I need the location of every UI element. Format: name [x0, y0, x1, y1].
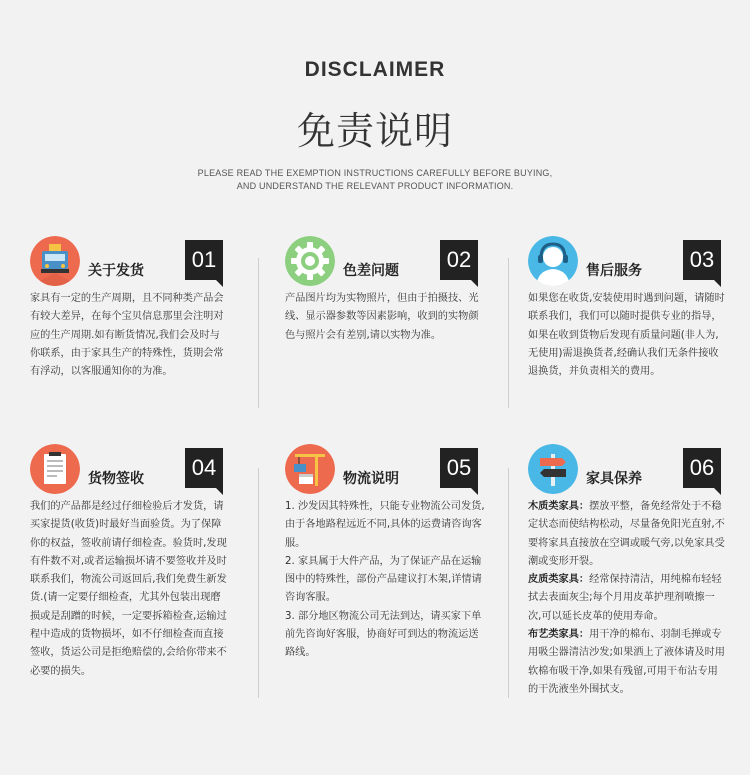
divider	[508, 468, 509, 698]
list-item	[528, 626, 728, 699]
gear-icon	[285, 236, 335, 286]
subtitle-line-1: PLEASE READ THE EXEMPTION INSTRUCTIONS CAREFULLY BEFORE BUYING,	[197, 168, 553, 178]
list-item: 1. 沙发因其特殊性，只能专业物流公司发货,由于各地路程远近不同,具体的运费请咨询客服。	[285, 501, 485, 549]
divider	[258, 258, 259, 408]
card-title: 售后服务	[586, 263, 642, 279]
list-item: 3. 部分地区物流公司无法到达，请买家下单前先咨询好客服，协商好可到达的物流运送路线。	[285, 610, 482, 659]
clipboard-icon	[30, 444, 80, 494]
item-label: 木质类家具：	[528, 501, 590, 512]
item-label: 皮质类家具：	[528, 574, 590, 586]
page-title-en: DISCLAIMER	[304, 58, 446, 81]
list-item: 2. 家具属于大件产品，为了保证产品在运输图中的特殊性，部份产品建议打木架,详情请咨询客服。	[285, 555, 482, 604]
item-label: 布艺类家具：	[528, 629, 590, 641]
card-title: 物流说明	[343, 471, 399, 487]
card-text: 家具有一定的生产周期，且不同种类产品会有较大差异，在每个宝贝信息那里会注明对应的生产周期.如有断货情况,我们会及时与你联系，由于家具生产的特殊性，货期会常有浮动，以客服通知你的为准。	[30, 293, 224, 378]
card-title: 关于发货	[88, 263, 144, 279]
crane-icon	[285, 444, 335, 494]
list-item	[528, 571, 728, 626]
card-number: 04	[185, 448, 223, 488]
card-text: 我们的产品都是经过仔细检验后才发货，请买家提货(收货)时最好当面验货。为了保障你的权益，签收前请仔细检查。验货时,发现有件数不对,或者运输损坏请不要签收并及时联系我们，物流公司返回后,我们免费生新发货.(请一定要仔细检查，尤其外包装出现磨损或是刮蹭的时候，一定要拆箱检查,运输过程中造成的货物损坏，如不仔细检查而直接签收，货运公司是拒绝赔偿的,会给你带来不必要的损失。	[30, 501, 227, 677]
card-text: 如果您在收货,安装使用时遇到问题，请随时联系我们，我们可以随时提供专业的指导，如果在收到货物后发现有质量问题(非人为,无使用)需退换货者,经确认我们无条件接收退换货，并负责相关的费用。	[528, 293, 725, 378]
card-text: 产品图片均为实物照片，但由于拍摄技、光线、显示器参数等因素影响，收到的实物颜色与照片会有差别,请以实物为准。	[285, 293, 479, 341]
card-text	[528, 498, 728, 699]
divider	[258, 468, 259, 698]
card-number: 03	[683, 240, 721, 280]
headset-agent-icon	[528, 236, 578, 286]
divider	[508, 258, 509, 408]
page-title-cn: 免责说明	[296, 109, 453, 153]
card-number: 02	[440, 240, 478, 280]
card-number: 05	[440, 448, 478, 488]
truck-icon	[30, 236, 80, 286]
card-title: 货物签收	[88, 471, 144, 487]
card-number: 01	[185, 240, 223, 280]
signpost-icon	[528, 444, 578, 494]
card-title: 色差问题	[343, 263, 399, 279]
item-text: 经常保持清洁，用纯棉布轻轻拭去表面灰尘;每个月用皮革护理剂喷擦一次,可以延长皮革的使用寿命。	[528, 574, 722, 622]
item-text: 摆放平整，备免经常处于不稳定状态而使结构松动，尽量备免阳光直射,不要将家具直接放在空调或暖气旁,以免家具受潮或变形开裂。	[528, 501, 725, 567]
list-item	[528, 498, 728, 571]
card-title: 家具保养	[586, 471, 642, 487]
card-number: 06	[683, 448, 721, 488]
card-text	[285, 498, 485, 663]
subtitle-line-2: AND UNDERSTAND THE RELEVANT PRODUCT INFORMATION.	[236, 181, 514, 191]
item-text: 用干净的棉布、羽制毛掸或专用吸尘器清洁沙发;如果洒上了液体请及时用软棉布吸干净,如果有残留,可用干布沾专用的干洗液坐外围拭支。	[528, 629, 725, 695]
